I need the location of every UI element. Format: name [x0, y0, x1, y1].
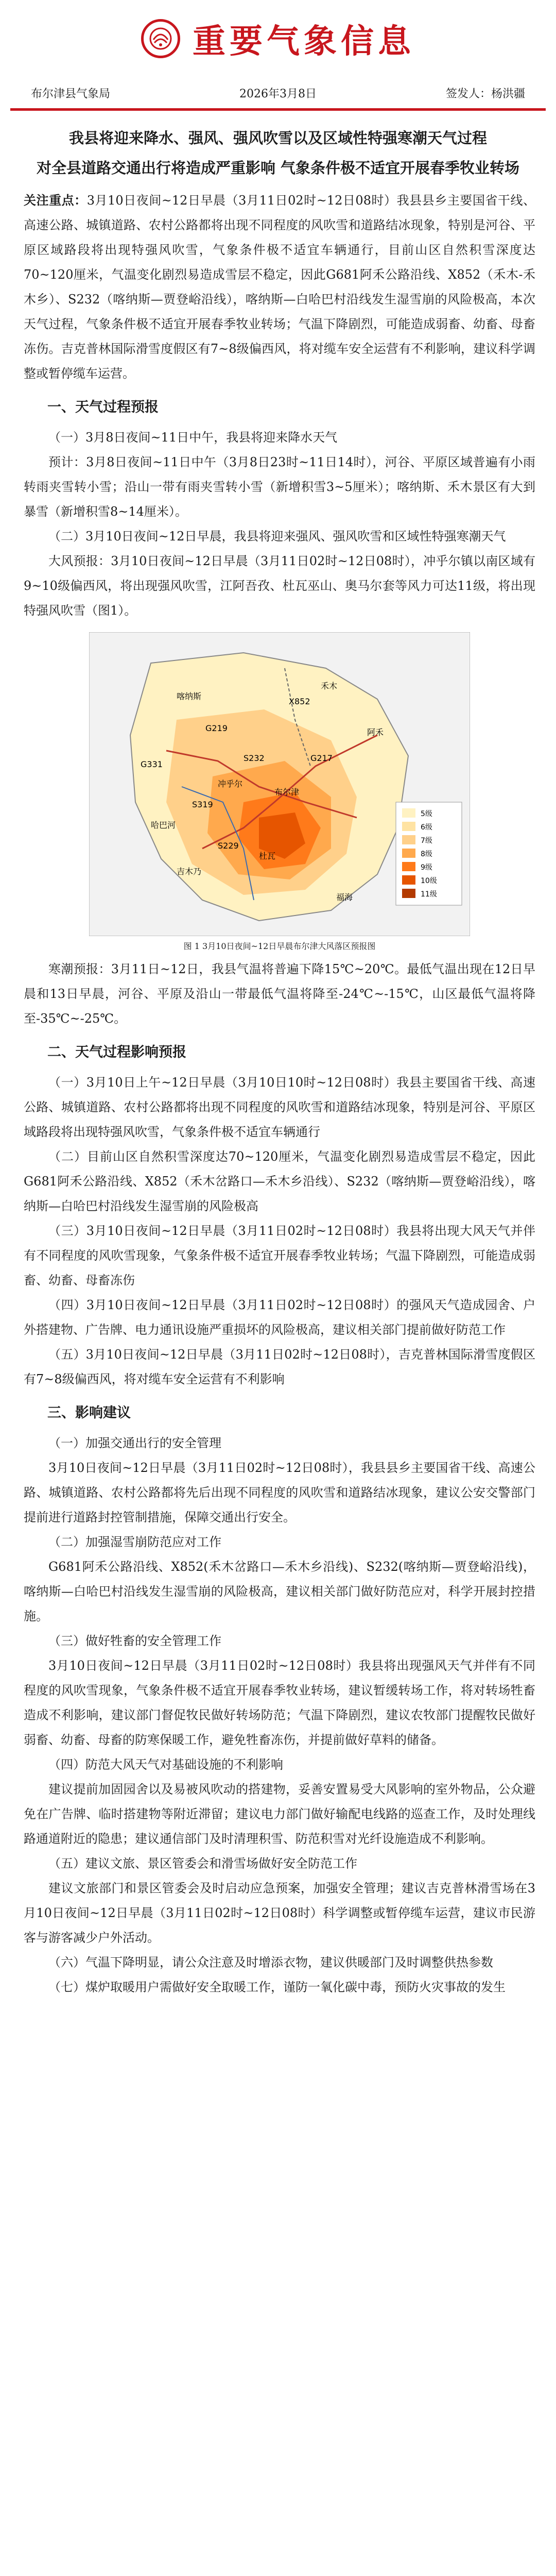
- legend-level-6: 6级: [421, 823, 432, 832]
- advice-7-text: （七）煤炉取暖用户需做好安全取暖工作，谨防一氧化碳中毒，预防火灾事故的发生: [48, 1980, 506, 1994]
- legend-level-11: 11级: [421, 890, 437, 899]
- impact-item-3: （三）3月10日夜间~12日早晨（3月11日02时~12日08时）我县将出现大风天气并伴有不同程度的风吹雪现象，气象条件极不适宜开展春季牧业转场；气温下降剧烈，可能造成弱畜、幼畜、母畜冻伤: [24, 1224, 535, 1287]
- focus-paragraph: [24, 188, 535, 386]
- advice-1-text: 3月10日夜间~12日早晨（3月11日02时~12日08时），我县县乡主要国省干线、高速公路、城镇道路、农村公路都将先后出现不同程度的风吹雪和道路结冰现象，建议公安交警部门提前进行道路封控管制措施，保障交通出行安全。: [24, 1461, 535, 1524]
- map-label-chonghuer: 冲乎尔: [218, 779, 243, 789]
- map-label-g331: G331: [141, 759, 163, 769]
- map-caption: 图 1 3月10日夜间~12日早晨布尔津大风落区预报图: [183, 941, 376, 951]
- map-label-jimunai: 吉木乃: [177, 867, 202, 876]
- section-3-title: 三、影响建议: [47, 1405, 131, 1421]
- impact-item-2: （二）目前山区自然积雪深度达70~120厘米，气温变化剧烈易造成雪层不稳定，因此G681阿禾公路沿线、X852（禾木岔路口—禾木乡沿线）、S232（喀纳斯—贾登峪沿线），喀纳斯—白哈巴村沿线发生湿雪崩的风险极高: [24, 1149, 535, 1213]
- advice-3-text: 3月10日夜间~12日早晨（3月11日02时~12日08时）我县将出现强风天气并伴有不同程度的风吹雪现象，气象条件极不适宜开展春季牧业转场，建议暂缓转场工作，将对转场牲畜造成不利影响，建议部门督促牧民做好转场防范；气温下降剧烈，建议农牧部门提醒牧民做好弱畜、幼畜、母畜的防寒保暖工作，避免牲畜冻伤，并提前做好草料的储备。: [24, 1658, 535, 1747]
- wind-forecast-map: [89, 632, 470, 957]
- map-label-g219: G219: [205, 723, 228, 733]
- cold-wave-forecast: 寒潮预报：3月11日~12日，我县气温将普遍下降15℃~20℃。最低气温出现在12日早晨和13日早晨，河谷、平原及沿山一带最低气温将降至-24℃~-15℃，山区最低气温将降至-35℃~-25℃。: [24, 962, 535, 1026]
- section-1-title: 一、天气过程预报: [47, 399, 159, 415]
- advice-2-text: G681阿禾公路沿线、X852(禾木岔路口—禾木乡沿线)、S232(喀纳斯—贾登峪沿线)，喀纳斯—白哈巴村沿线发生湿雪崩的风险极高，建议相关部门做好防范应对，科学开展封控措施。: [24, 1560, 535, 1623]
- document-body: [0, 188, 556, 1999]
- map-label-hemu: 禾木: [321, 681, 338, 691]
- map-label-fuhai: 福海: [336, 892, 353, 902]
- meteorology-logo-icon: [141, 19, 180, 58]
- map-label-s229: S229: [218, 841, 239, 851]
- map-label-g217: G217: [310, 753, 333, 763]
- advice-3-title: （三）做好牲畜的安全管理工作: [48, 1634, 221, 1648]
- map-label-ahe: 阿禾: [367, 727, 384, 737]
- advice-5-text: 建议文旅部门和景区管委会及时启动应急预案，加强安全管理；建议吉克普林滑雪场在3月10日夜间~12日早晨（3月11日02时~12日08时）科学调整或暂停缆车运营，建议市民游客与游客减少户外活动。: [24, 1881, 535, 1945]
- forecast-1-text: 预计：3月8日夜间~11日中午（3月8日23时~11日14时），河谷、平原区域普遍有小雨转雨夹雪转小雪；沿山一带有雨夹雪转小雪（新增积雪3~5厘米）；喀纳斯、禾木景区有大到暴雪（新增积雪8~14厘米）。: [24, 455, 535, 519]
- masthead: [0, 0, 556, 77]
- map-label-s232: S232: [244, 753, 265, 763]
- heading-line-1: 我县将迎来降水、强风、强风吹雪以及区域性特强寒潮天气过程: [68, 129, 487, 147]
- legend-level-8: 8级: [421, 850, 432, 858]
- focus-text: 3月10日夜间~12日早晨（3月11日02时~12日08时）我县县乡主要国省干线、高速公路、城镇道路、农村公路都将出现不同程度的风吹雪和道路结冰现象，特别是河谷、平原区域路段将出现特强风吹雪，气象条件极不适宜车辆通行，目前山区自然积雪深度达70~120厘米，气温变化剧烈易造成雪层不稳定，因此G681阿禾公路沿线、X852（禾木-禾木乡）、S232（喀纳斯—贾登峪沿线），喀纳斯—白哈巴村沿线发生湿雪崩的风险极高，本次天气过程，气象条件极不适宜开展春季牧业转场；气温下降剧烈，可能造成弱畜、幼畜、母畜冻伤。吉克普林国际滑雪度假区有7~8级偏西风，将对缆车安全运营有不利影响，建议科学调整或暂停缆车运营。: [24, 193, 535, 381]
- map-label-habahe: 哈巴河: [151, 820, 176, 830]
- map-label-x852: X852: [289, 697, 310, 706]
- signer-name: 签发人：杨洪疆: [445, 87, 525, 100]
- impact-item-5: （五）3月10日夜间~12日早晨（3月11日02时~12日08时），吉克普林国际滑雪度假区有7~8级偏西风，将对缆车安全运营有不利影响: [24, 1347, 535, 1386]
- impact-item-1: （一）3月10日上午~12日早晨（3月10日10时~12日08时）我县主要国省干线、高速公路、城镇道路、农村公路都将出现不同程度的风吹雪和道路结冰现象，特别是河谷、平原区域路段将出现特强风吹雪，气象条件极不适宜车辆通行: [24, 1075, 535, 1139]
- wind-map-graphic: [89, 632, 470, 936]
- forecast-2-text: 大风预报：3月10日夜间~12日早晨（3月11日02时~12日08时），冲乎尔镇以南区域有9~10级偏西风，将出现强风吹雪，江阿吾孜、杜瓦巫山、奥马尔套等风力可达11级，将出现特强风吹雪（图1）。: [24, 554, 535, 618]
- advice-6-text: （六）气温下降明显，请公众注意及时增添衣物，建议供暖部门及时调整供热参数: [48, 1955, 493, 1970]
- forecast-1-title: （一）3月8日夜间~11日中午，我县将迎来降水天气: [48, 430, 338, 445]
- heading-line-2: 对全县道路交通出行将造成严重影响 气象条件极不适宜开展春季牧业转场: [36, 159, 520, 177]
- issue-date: 2026年3月8日: [239, 87, 317, 100]
- advice-1-title: （一）加强交通出行的安全管理: [48, 1436, 221, 1450]
- document-heading: [0, 123, 556, 183]
- advice-4-title: （四）防范大风天气对基础设施的不利影响: [48, 1757, 283, 1772]
- map-label-duwa: 杜瓦: [259, 851, 276, 861]
- map-label-buerjin: 布尔津: [274, 787, 300, 797]
- map-legend: [396, 802, 462, 905]
- section-2-title: 二、天气过程影响预报: [47, 1044, 186, 1060]
- page-title: 重要气象信息: [193, 23, 415, 61]
- advice-5-title: （五）建议文旅、景区管委会和滑雪场做好安全防范工作: [48, 1856, 357, 1871]
- forecast-2-title: （二）3月10日夜间~12日早晨，我县将迎来强风、强风吹雪和区域性特强寒潮天气: [48, 529, 506, 544]
- issue-info-bar: [10, 77, 546, 111]
- issuer-name: 布尔津县气象局: [31, 87, 111, 100]
- legend-level-10: 10级: [421, 877, 437, 885]
- advice-2-title: （二）加强湿雪崩防范应对工作: [48, 1535, 221, 1549]
- impact-item-4: （四）3月10日夜间~12日早晨（3月11日02时~12日08时）的强风天气造成园舍、户外搭建物、广告牌、电力通讯设施严重损坏的风险极高，建议相关部门提前做好防范工作: [24, 1298, 535, 1337]
- legend-level-9: 9级: [421, 863, 432, 872]
- legend-level-7: 7级: [421, 837, 432, 845]
- focus-label: 关注重点：: [24, 193, 87, 208]
- advice-4-text: 建议提前加固园舍以及易被风吹动的搭建物，妥善安置易受大风影响的室外物品，公众避免在广告牌、临时搭建物等附近滞留；建议电力部门做好输配电线路的巡查工作，及时处理线路通道附近的隐患；建议通信部门及时清理积雪、防范积雪对光纤设施造成不利影响。: [24, 1782, 535, 1846]
- map-label-kanas: 喀纳斯: [177, 691, 202, 701]
- legend-level-5: 5级: [421, 810, 432, 818]
- map-label-s319: S319: [192, 800, 213, 809]
